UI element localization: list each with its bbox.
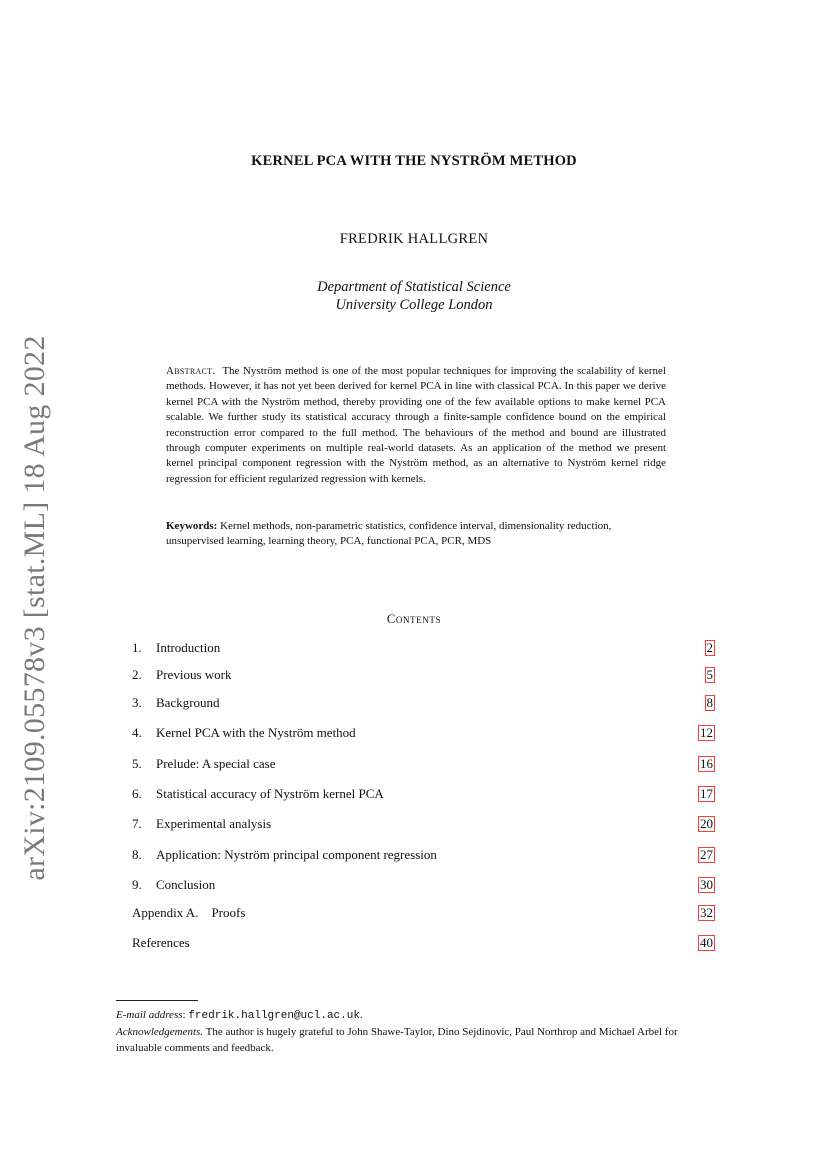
toc-number: 9. (132, 877, 142, 892)
acknowledgements-text: The author is hugely grateful to John Shawe-Taylor, Dino Sejdinovic, Paul Northrop and Michael Arbel for invaluable comments and feedback. (116, 1026, 678, 1054)
footnote-email-line: E-mail address: fredrik.hallgren@ucl.ac.uk. (116, 1009, 363, 1022)
paper-title: KERNEL PCA WITH THE NYSTRÖM METHOD (251, 153, 577, 169)
email-label: E-mail address (116, 1009, 183, 1021)
toc-number: 3. (132, 695, 142, 710)
toc-entry[interactable] (132, 934, 715, 952)
toc-page-link[interactable]: 40 (700, 935, 713, 950)
toc-label: Application: Nyström principal component regression (156, 847, 437, 862)
toc-number: 7. (132, 816, 142, 831)
footnote (116, 1007, 716, 1056)
toc-entry[interactable] (132, 815, 715, 833)
toc-number: 6. (132, 786, 142, 801)
arxiv-identifier-stamp: arXiv:2109.05578v3 [stat.ML] 18 Aug 2022 (18, 335, 51, 881)
toc-page-link[interactable]: 16 (700, 756, 713, 771)
abstract-text: The Nyström method is one of the most popular techniques for improving the scalability of kernel methods. However, it has not yet been derived for kernel PCA in line with classical PCA. In this paper we derive kernel PCA with the Nyström method, thereby providing one of the few available options to make kernel PCA scalable. We further study its statistical accuracy through a finite-sample confidence bound on the empirical reconstruction error compared to the full method. The behaviours of the method and bound are illustrated through computer experiments on multiple real-world datasets. As an application of the method we present kernel principal component regression with the Nyström method, as an alternative to Nyström kernel ridge regression for efficient regularized regression with kernels. (166, 365, 666, 485)
toc-entry[interactable] (132, 639, 715, 657)
acknowledgements-label: Acknowledgements. (116, 1026, 204, 1038)
keywords (166, 519, 666, 550)
toc-page-link[interactable]: 5 (706, 667, 713, 682)
affiliation-department: Department of Statistical Science (317, 279, 511, 295)
abstract (166, 364, 666, 487)
footnote-acknowledgements (116, 1024, 716, 1056)
toc-page-link[interactable]: 2 (706, 640, 713, 655)
toc-entry[interactable] (132, 785, 715, 803)
toc-entry[interactable] (132, 666, 715, 684)
toc-entry[interactable] (132, 904, 715, 922)
toc-label: Introduction (156, 640, 221, 655)
toc-number: 5. (132, 756, 142, 771)
toc-label: Prelude: A special case (156, 756, 276, 771)
toc-page-link[interactable]: 32 (700, 905, 713, 920)
toc-label: References (132, 935, 190, 950)
toc-number: 1. (132, 640, 142, 655)
toc-page-link[interactable]: 8 (706, 695, 713, 710)
contents-heading: Contents (386, 612, 442, 626)
keywords-text: Kernel methods, non-parametric statistics, confidence interval, dimensionality reduction, unsupervised learning, learning theory, PCA, functional PCA, PCR, MDS (166, 520, 612, 548)
toc-page-link[interactable]: 27 (700, 847, 713, 862)
toc-label: Experimental analysis (156, 816, 272, 831)
toc-label: Background (156, 695, 220, 710)
keywords-label: Keywords: (166, 520, 218, 532)
abstract-heading: Abstract. (166, 365, 216, 377)
affiliation (0, 278, 828, 314)
toc-label: Statistical accuracy of Nyström kernel PCA (156, 786, 384, 801)
toc-page-link[interactable]: 12 (700, 725, 713, 740)
affiliation-university: University College London (335, 297, 493, 313)
email-address[interactable]: fredrik.hallgren@ucl.ac.uk (188, 1010, 360, 1022)
toc-entry[interactable] (132, 724, 715, 742)
footnote-rule (116, 1000, 198, 1001)
toc-label: Conclusion (156, 877, 216, 892)
toc-label: Kernel PCA with the Nyström method (156, 725, 356, 740)
toc-entry[interactable] (132, 876, 715, 894)
toc-label: Previous work (156, 667, 232, 682)
toc-number: 2. (132, 667, 142, 682)
toc-page-link[interactable]: 17 (700, 786, 713, 801)
toc-entry[interactable] (132, 755, 715, 773)
toc-entry[interactable] (132, 694, 715, 712)
toc-label: Appendix A. Proofs (132, 905, 246, 920)
toc-number: 4. (132, 725, 142, 740)
toc-page-link[interactable]: 30 (700, 877, 713, 892)
author-name: FREDRIK HALLGREN (339, 231, 489, 247)
toc-number: 8. (132, 847, 142, 862)
toc-page-link[interactable]: 20 (700, 816, 713, 831)
toc-entry[interactable] (132, 846, 715, 864)
